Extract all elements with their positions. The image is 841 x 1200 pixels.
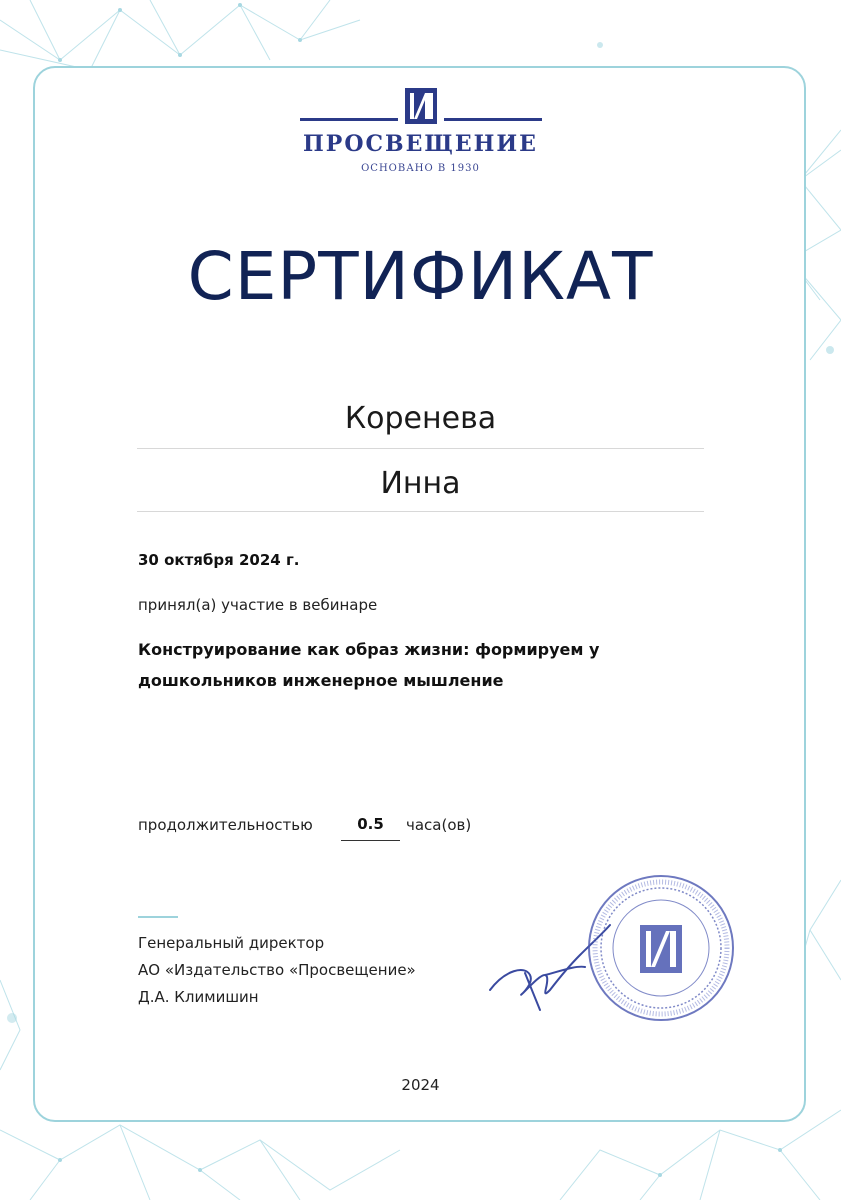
logo-subtitle: ОСНОВАНО В 1930 bbox=[361, 163, 480, 174]
publisher-emblem-icon bbox=[405, 88, 437, 124]
recipient-first-name: Инна bbox=[380, 466, 461, 501]
duration-underline bbox=[341, 840, 400, 841]
signatory-accent-line bbox=[138, 916, 178, 918]
participation-text: принял(а) участие в вебинаре bbox=[138, 596, 378, 614]
signatory-organization: АО «Издательство «Просвещение» bbox=[138, 961, 416, 979]
logo-title: ПРОСВЕЩЕНИЕ bbox=[303, 131, 538, 157]
recipient-surname: Коренева bbox=[344, 401, 497, 436]
footer-year: 2024 bbox=[401, 1076, 440, 1094]
duration-label: продолжительностью bbox=[138, 816, 313, 834]
surname-underline bbox=[137, 448, 704, 449]
duration-value: 0.5 bbox=[357, 815, 384, 833]
logo-left-rule bbox=[300, 118, 398, 121]
company-seal-icon bbox=[586, 873, 736, 1023]
duration-unit: часа(ов) bbox=[406, 816, 472, 834]
signatory-name: Д.А. Климишин bbox=[138, 988, 259, 1006]
first-name-underline bbox=[137, 511, 704, 512]
webinar-title: Конструирование как образ жизни: формируем у дошкольников инженерное мышление bbox=[138, 640, 600, 690]
certificate-title: СЕРТИФИКАТ bbox=[187, 238, 654, 315]
signatory-position: Генеральный директор bbox=[138, 934, 325, 952]
logo-right-rule bbox=[444, 118, 542, 121]
event-date: 30 октября 2024 г. bbox=[138, 551, 300, 569]
